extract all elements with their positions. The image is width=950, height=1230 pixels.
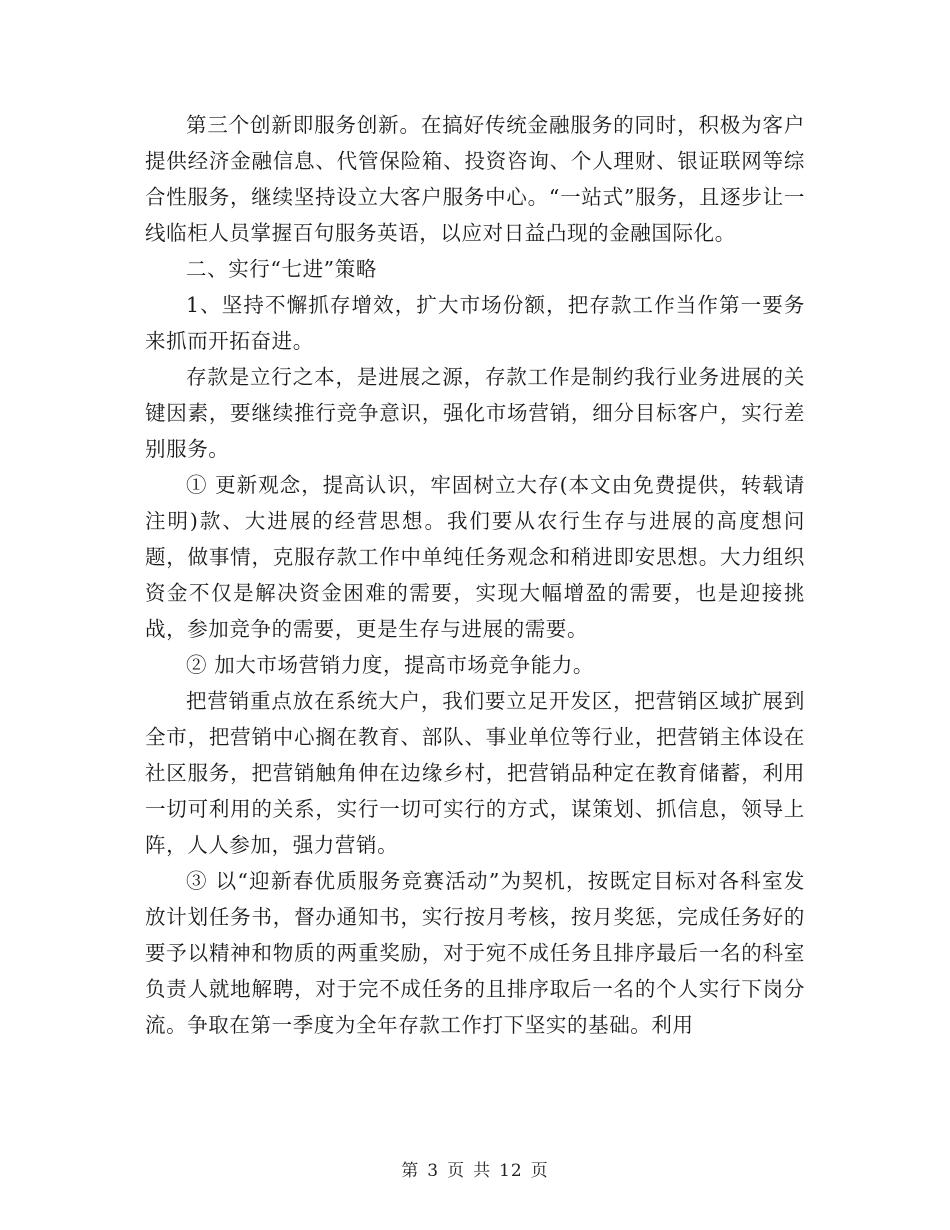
- document-body: [145, 107, 805, 1043]
- footer-label-ye-end: 页: [530, 1161, 549, 1181]
- footer-label-di: 第: [401, 1161, 420, 1181]
- paragraph-item-1-concept: ① 更新观念，提高认识，牢固树立大存(本文由免费提供，转载请注明)款、大进展的经营思想。我们要从农行生存与进展的高度想问题，做事情，克服存款工作中单纯任务观念和稍进即安思想。大力组织资金不仅是解决资金困难的需要，实现大幅增盈的需要，也是迎接挑战，参加竞争的需要，更是生存与进展的需要。: [145, 473, 805, 641]
- paragraph-marketing-focus: 把营销重点放在系统大户，我们要立足开发区，把营销区域扩展到全市，把营销中心搁在教育、部队、事业单位等行业，把营销主体设在社区服务，把营销触角伸在边缘乡村，把营销品种定在教育储蓄，利用一切可利用的关系，实行一切可实行的方式，谋策划、抓信息，领导上阵，人人参加，强力营销。: [145, 689, 805, 857]
- paragraph-deposit-priority: 1、坚持不懈抓存增效，扩大市场份额，把存款工作当作第一要务来抓而开拓奋进。: [145, 293, 805, 353]
- footer-total-pages: 12: [499, 1161, 523, 1181]
- footer-current-page: 3: [427, 1161, 440, 1181]
- paragraph-deposit-foundation: 存款是立行之本，是进展之源，存款工作是制约我行业务进展的关键因素，要继续推行竞争意识，强化市场营销，细分目标客户，实行差别服务。: [145, 365, 805, 461]
- page-footer: [0, 1156, 950, 1181]
- paragraph-item-2-marketing: ② 加大市场营销力度，提高市场竞争能力。: [186, 653, 595, 677]
- paragraph-item-3-competition: ③ 以“迎新春优质服务竞赛活动”为契机，按既定目标对各科室发放计划任务书，督办通知书，实行按月考核，按月奖惩，完成任务好的要予以精神和物质的两重奖励，对于宛不成任务且排序最后一名的科室负责人就地解聘，对于完不成任务的且排序取后一名的个人实行下岗分流。争取在第一季度为全年存款工作打下坚实的基础。利用: [145, 869, 805, 1037]
- footer-label-gong: 共: [473, 1161, 492, 1181]
- footer-label-ye: 页: [447, 1161, 466, 1181]
- paragraph-service-innovation: 第三个创新即服务创新。在搞好传统金融服务的同时，积极为客户提供经济金融信息、代管保险箱、投资咨询、个人理财、银证联网等综合性服务，继续坚持设立大客户服务中心。“一站式”服务，且逐步让一线临柜人员掌握百句服务英语，以应对日益凸现的金融国际化。: [145, 113, 805, 245]
- section-heading-seven-strategies: 二、实行“七进”策略: [186, 257, 377, 281]
